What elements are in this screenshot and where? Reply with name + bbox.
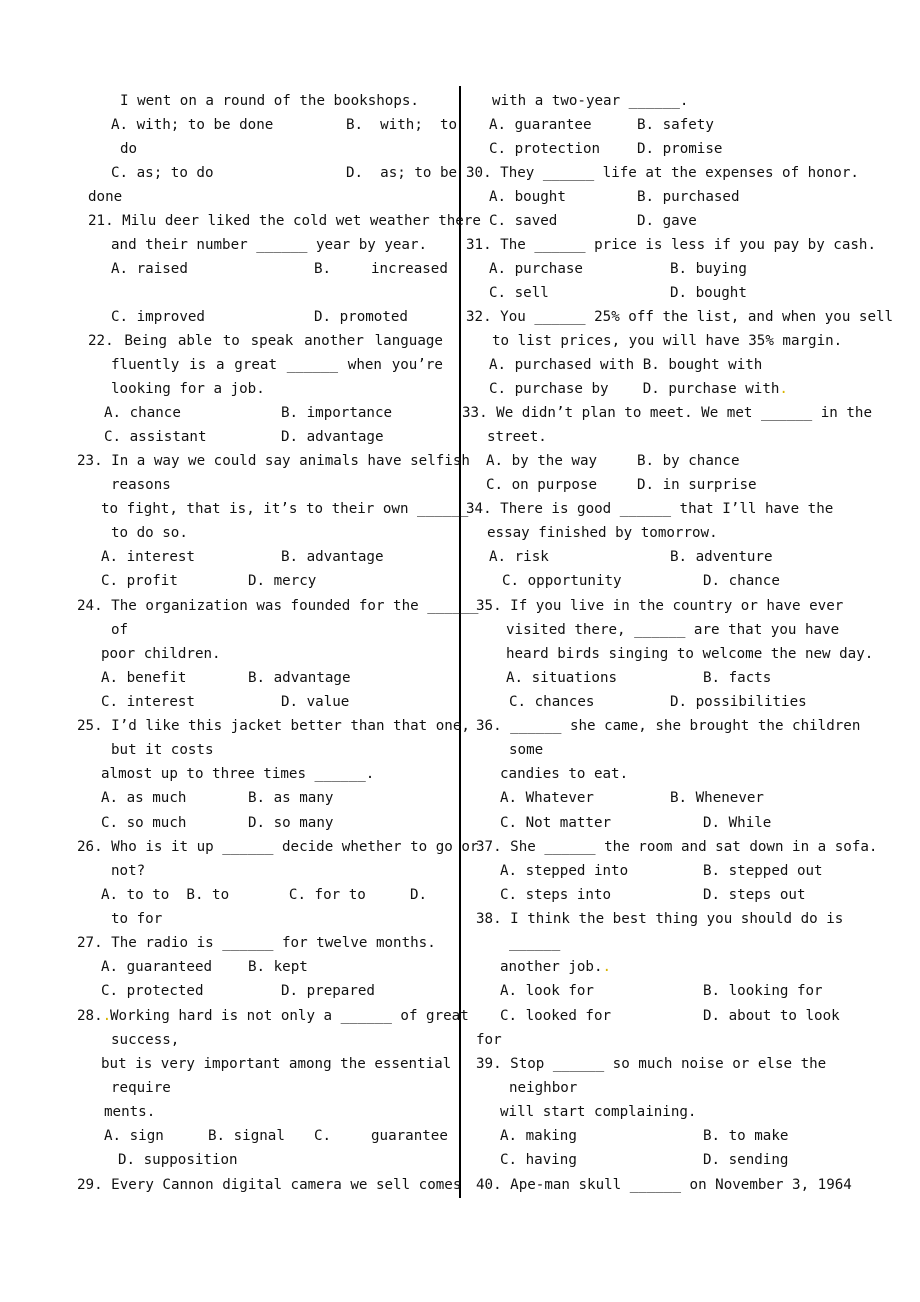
number: 28. xyxy=(77,1008,103,1024)
question-text: ments. xyxy=(104,1104,156,1120)
option-a: A. with; to be done xyxy=(111,117,274,133)
option-c-word: guarantee xyxy=(371,1128,448,1144)
option-d-cont: for xyxy=(476,1032,502,1048)
option-b: B. buying xyxy=(670,261,747,277)
question-text xyxy=(111,353,443,377)
question-text: 25. I’d like this jacket better than that one, xyxy=(77,718,470,734)
option-b: B. signal xyxy=(208,1128,285,1144)
option-a: A. stepped into xyxy=(500,863,629,879)
option-b: B. to make xyxy=(703,1128,789,1144)
options-ab: A. purchased with B. bought with xyxy=(489,357,763,373)
option-d: D. mercy xyxy=(248,573,317,589)
text: another job. xyxy=(500,959,603,975)
question-text: will start complaining. xyxy=(500,1104,697,1120)
question-text: 39. Stop ______ so much noise or else the xyxy=(476,1056,827,1072)
option-a: A. look for xyxy=(500,983,594,999)
word: fluently xyxy=(111,357,180,373)
mark-dot: . xyxy=(102,1008,112,1024)
question-text: almost up to three times ______. xyxy=(101,766,375,782)
option-b: B. facts xyxy=(703,670,772,686)
question-text: 27. The radio is ______ for twelve months. xyxy=(77,935,436,951)
option-a: A. chance xyxy=(104,405,181,421)
option-a: A. purchase xyxy=(489,261,583,277)
option-c: C. sell xyxy=(489,285,549,301)
option-c: C. on purpose xyxy=(486,477,598,493)
question-text: 33. We didn’t plan to meet. We met ______ in the xyxy=(462,405,872,421)
mark-dot: . xyxy=(602,959,612,975)
option-c: C. Not matter xyxy=(500,815,612,831)
question-text: 31. The ______ price is less if you pay by cash. xyxy=(466,237,876,253)
option-a: A. Whatever xyxy=(500,790,594,806)
question-text: require xyxy=(111,1080,171,1096)
option-d: D. prepared xyxy=(281,983,375,999)
option-b: B. Whenever xyxy=(670,790,764,806)
option-line: A. to to B. to C. for to xyxy=(101,887,366,903)
option-c: C. interest xyxy=(101,694,195,710)
word: is xyxy=(189,357,207,373)
option-d: D. value xyxy=(281,694,350,710)
option-c: C. looked for xyxy=(500,1008,612,1024)
option-a: A. by the way xyxy=(486,453,598,469)
question-text: neighbor xyxy=(509,1080,578,1096)
option-a: A. making xyxy=(500,1128,577,1144)
option-b: B. xyxy=(314,261,332,277)
option-d: D. chance xyxy=(703,573,780,589)
option-c: C. xyxy=(314,1128,332,1144)
option-d: D. bought xyxy=(670,285,747,301)
option-c: C. assistant xyxy=(104,429,207,445)
option-b: B. importance xyxy=(281,405,393,421)
option-c: C. profit xyxy=(101,573,178,589)
question-29-text: 29. Every Cannon digital camera we sell comes xyxy=(77,1177,462,1193)
option-d: D. steps out xyxy=(703,887,806,903)
word: able xyxy=(177,333,213,349)
option-b: B. safety xyxy=(637,117,714,133)
option-d: D. sending xyxy=(703,1152,789,1168)
question-text: but is very important among the essential xyxy=(101,1056,452,1072)
question-text: but it costs xyxy=(111,742,214,758)
word: to xyxy=(222,333,240,349)
option-c: C. steps into xyxy=(500,887,612,903)
question-text: some xyxy=(509,742,544,758)
question-text: not? xyxy=(111,863,146,879)
question-text xyxy=(500,955,611,979)
option-b: B. purchased xyxy=(637,189,740,205)
question-text: essay finished by tomorrow. xyxy=(487,525,718,541)
options-text: C. purchase by D. purchase with xyxy=(489,381,780,397)
option-d: D. so many xyxy=(248,815,334,831)
option-c: C. opportunity xyxy=(502,573,622,589)
option-b: B. kept xyxy=(248,959,308,975)
option-a: A. benefit xyxy=(101,670,187,686)
option-b: B. adventure xyxy=(670,549,773,565)
question-number xyxy=(77,1004,111,1028)
column-divider xyxy=(459,86,461,1198)
question-text: Working hard is not only a ______ of great xyxy=(110,1008,469,1024)
word: language xyxy=(374,333,443,349)
option-d: D. as; to be xyxy=(346,165,458,181)
question-text: of xyxy=(111,622,129,638)
word: speak xyxy=(250,333,294,349)
option-b-word: increased xyxy=(371,261,448,277)
option-d: D. supposition xyxy=(118,1152,238,1168)
question-text: and their number ______ year by year. xyxy=(111,237,428,253)
question-text: 24. The organization was founded for the ______ xyxy=(77,598,479,614)
question-text: 36. ______ she came, she brought the children xyxy=(476,718,861,734)
option-d: D. possibilities xyxy=(670,694,807,710)
question-text: poor children. xyxy=(101,646,221,662)
option-c: C. saved xyxy=(489,213,558,229)
option-b: B. looking for xyxy=(703,983,823,999)
question-text: 38. I think the best thing you should do is xyxy=(476,911,844,927)
word: Being xyxy=(124,333,168,349)
question-text: success, xyxy=(111,1032,180,1048)
question-text: 35. If you live in the country or have ever xyxy=(476,598,844,614)
option-a: A. guarantee xyxy=(489,117,592,133)
option-d: D. promise xyxy=(637,141,723,157)
question-text: 30. They ______ life at the expenses of honor. xyxy=(466,165,859,181)
word: when xyxy=(347,357,382,373)
option-a: A. bought xyxy=(489,189,566,205)
option-b: B. as many xyxy=(248,790,334,806)
option-a: A. risk xyxy=(489,549,549,565)
option-d-cont: to for xyxy=(111,911,163,927)
option-c: C. improved xyxy=(111,309,205,325)
option-d: D. about to look xyxy=(703,1008,840,1024)
mark-dot: . xyxy=(779,381,788,397)
question-text xyxy=(88,329,443,353)
question-text: ______ xyxy=(509,935,561,951)
question-text: 32. You ______ 25% off the list, and when you sell xyxy=(466,309,894,325)
question-40-text: 40. Ape-man skull ______ on November 3, 1964 xyxy=(476,1177,852,1193)
option-a: A. guaranteed xyxy=(101,959,213,975)
option-a: A. situations xyxy=(506,670,618,686)
question-text: 26. Who is it up ______ decide whether to go or xyxy=(77,839,479,855)
word: a xyxy=(215,357,225,373)
option-d: D. While xyxy=(703,815,772,831)
options-cd xyxy=(489,377,788,401)
word: great xyxy=(234,357,277,373)
option-a: A. interest xyxy=(101,549,195,565)
option-d-cont: done xyxy=(88,189,123,205)
question-text: looking for a job. xyxy=(111,381,265,397)
question-text: candies to eat. xyxy=(500,766,629,782)
question-text: 23. In a way we could say animals have selfish xyxy=(77,453,470,469)
option-b: B. with; to xyxy=(346,117,458,133)
question-text: street. xyxy=(487,429,547,445)
option-d: D. advantage xyxy=(281,429,384,445)
option-d: D. gave xyxy=(637,213,697,229)
option-c: C. having xyxy=(500,1152,577,1168)
question-text: to do so. xyxy=(111,525,188,541)
word: another xyxy=(304,333,364,349)
question-text: 37. She ______ the room and sat down in a sofa. xyxy=(476,839,878,855)
option-c: C. as; to do xyxy=(111,165,214,181)
word: 22. xyxy=(88,333,114,349)
question-text: heard birds singing to welcome the new day. xyxy=(506,646,874,662)
option-b-cont: do xyxy=(120,141,138,157)
question-text: to list prices, you will have 35% margin. xyxy=(492,333,843,349)
option-b: B. advantage xyxy=(281,549,384,565)
option-d: D. xyxy=(410,887,428,903)
option-b: B. stepped out xyxy=(703,863,823,879)
option-b: B. advantage xyxy=(248,670,351,686)
question-text: 34. There is good ______ that I’ll have the xyxy=(466,501,834,517)
question-text: with a two-year ______. xyxy=(492,93,689,109)
question-text: 21. Milu deer liked the cold wet weather there xyxy=(88,213,481,229)
option-a: A. as much xyxy=(101,790,187,806)
option-c: C. protected xyxy=(101,983,204,999)
option-a: A. raised xyxy=(111,261,188,277)
question-text: I went on a round of the bookshops. xyxy=(120,93,419,109)
question-text: to fight, that is, it’s to their own ______ xyxy=(101,501,469,517)
option-c: C. so much xyxy=(101,815,187,831)
question-text: reasons xyxy=(111,477,171,493)
option-a: A. sign xyxy=(104,1128,164,1144)
option-b: B. by chance xyxy=(637,453,740,469)
word: you’re xyxy=(391,357,443,373)
word: ______ xyxy=(286,357,339,373)
option-c: C. chances xyxy=(509,694,595,710)
option-d: D. promoted xyxy=(314,309,408,325)
option-d: D. in surprise xyxy=(637,477,757,493)
question-text: visited there, ______ are that you have xyxy=(506,622,840,638)
option-c: C. protection xyxy=(489,141,601,157)
